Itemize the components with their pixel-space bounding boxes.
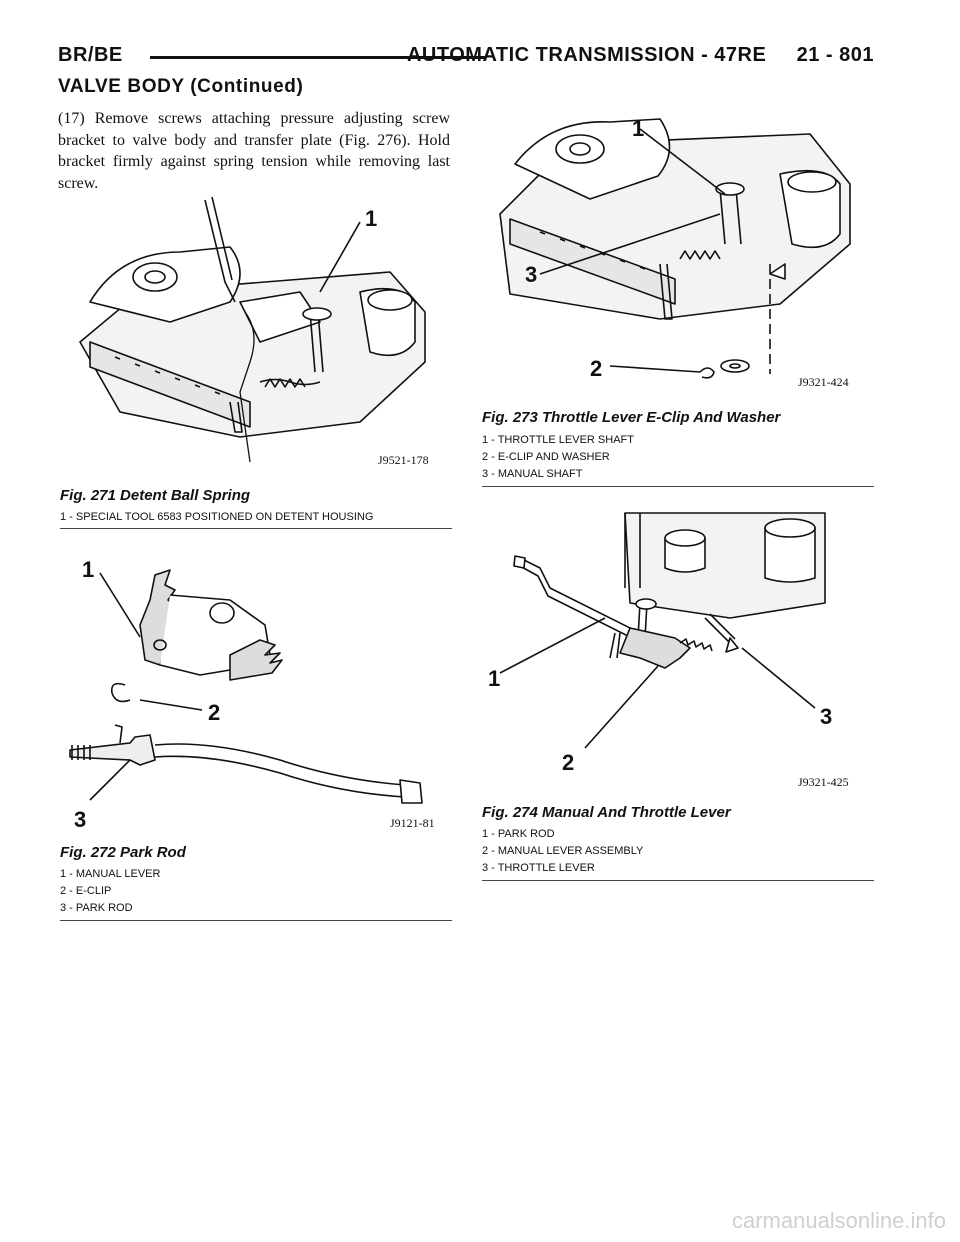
fig274-caption: Fig. 274 Manual And Throttle Lever [482,804,731,821]
page-header [58,44,874,72]
fig273-callout-3: 3 [525,262,538,287]
header-model: BR/BE [58,44,123,66]
fig272-callout-1: 1 [82,557,95,582]
figure-274-illustration [480,508,874,796]
fig271-code: J9521-178 [378,453,429,467]
fig272-legend-item: 1 - MANUAL LEVER [60,868,161,880]
header-section-page: AUTOMATIC TRANSMISSION - 47RE 21 - 801 [406,44,874,66]
fig273-code: J9321-424 [798,375,849,389]
fig273-legend [482,432,634,483]
figure-271-illustration [60,192,452,477]
figure-273-illustration [480,104,874,399]
fig271-caption: Fig. 271 Detent Ball Spring [60,487,251,504]
fig272-legend-item: 3 - PARK ROD [60,902,133,914]
fig273-legend-item: 1 - THROTTLE LEVER SHAFT [482,434,634,446]
fig274-legend-item: 2 - MANUAL LEVER ASSEMBLY [482,845,644,857]
fig274-code: J9321-425 [798,775,849,789]
fig273-callout-2: 2 [590,356,603,381]
figure-272-illustration [60,545,452,835]
fig272-callout-2: 2 [208,700,221,725]
watermark: carmanualsonline.info [731,1208,946,1233]
section-title: VALVE BODY (Continued) [58,76,304,97]
fig272-code: J9121-81 [390,816,435,830]
fig272-rule [60,920,452,921]
fig273-legend-item: 3 - MANUAL SHAFT [482,468,583,480]
fig274-callout-3: 3 [820,704,833,729]
fig273-caption: Fig. 273 Throttle Lever E-Clip And Washer [482,409,781,426]
fig271-rule [60,528,452,529]
body-paragraph: (17) Remove screws attaching pressure adjusting screw bracket to valve body and transfer plate (Fig. 276). Hold bracket firmly against spring tension while removing last screw. [58,110,450,192]
fig273-callout-1: 1 [632,116,645,141]
fig271-legend-item: 1 - SPECIAL TOOL 6583 POSITIONED ON DETENT HOUSING [60,511,374,523]
fig274-legend [482,826,643,877]
fig273-rule [482,486,874,487]
fig274-legend-item: 1 - PARK ROD [482,828,555,840]
fig274-legend-item: 3 - THROTTLE LEVER [482,862,595,874]
fig274-callout-2: 2 [562,750,575,775]
fig272-legend [60,866,160,917]
fig274-callout-1: 1 [488,666,501,691]
fig272-legend-item: 2 - E-CLIP [60,885,112,897]
fig273-legend-item: 2 - E-CLIP AND WASHER [482,451,610,463]
fig274-rule [482,880,874,881]
fig271-legend [60,509,373,526]
fig271-callout-1: 1 [365,206,378,231]
fig272-callout-3: 3 [74,807,87,832]
fig272-caption: Fig. 272 Park Rod [60,844,186,861]
